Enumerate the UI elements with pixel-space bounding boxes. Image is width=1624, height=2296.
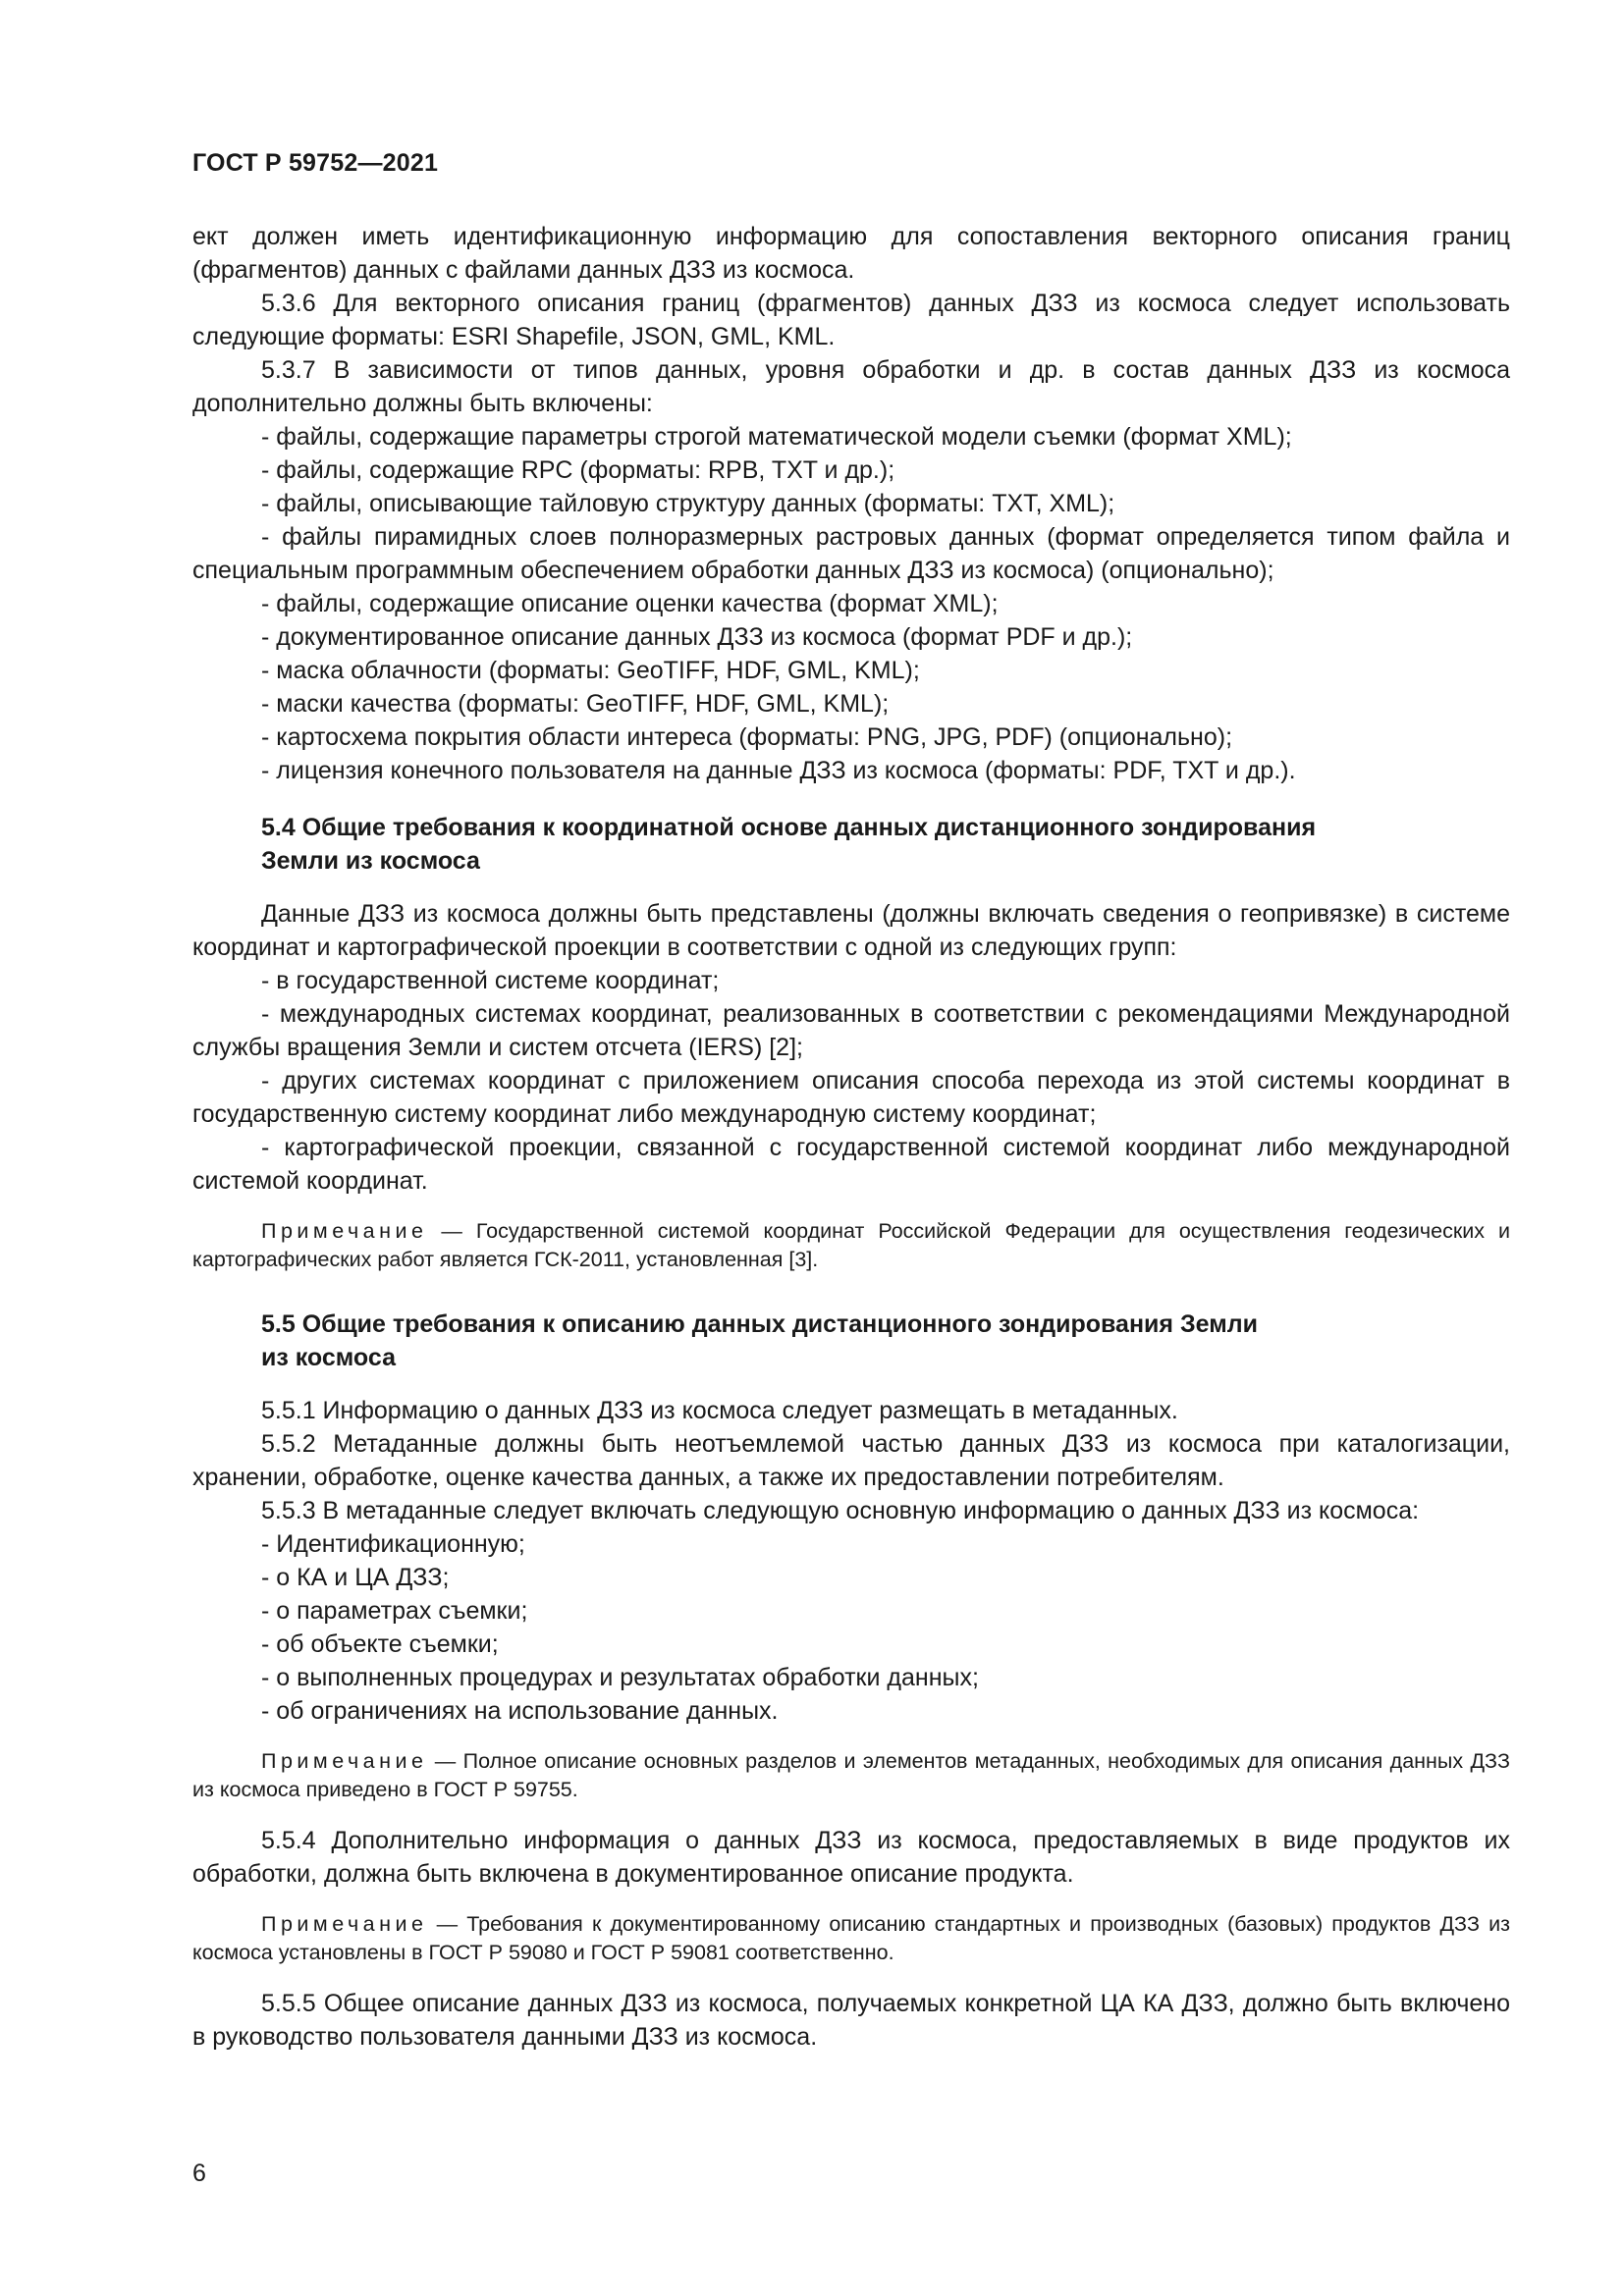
heading-line: 5.5 Общие требования к описанию данных дистанционного зондирования Земли <box>261 1310 1258 1338</box>
list-5-4 <box>192 964 1510 1198</box>
list-5-3-7 <box>192 420 1510 787</box>
note-5-4 <box>192 1217 1510 1274</box>
paragraph-continuation: ект должен иметь идентификационную информацию для сопоставления векторного описания границ (фрагментов) данных с файлами данных ДЗЗ из космоса. <box>192 223 1510 284</box>
note-label: Примечание <box>261 1912 428 1936</box>
paragraph-5-4: Данные ДЗЗ из космоса должны быть представлены (должны включать сведения о геопривязке) в системе координат и картографической проекции в соответствии с одной из следующих групп: <box>192 900 1510 961</box>
page-number: 6 <box>192 2160 206 2187</box>
note-text: — Государственной системой координат Российской Федерации для осуществления геодезических и картографических работ является ГСК-2011, установленная [3]. <box>192 1219 1510 1271</box>
heading-line: Земли из космоса <box>261 847 480 875</box>
note-5-5-3 <box>192 1747 1510 1804</box>
list-item: - картографической проекции, связанной с государственной системой координат либо международной системой координат. <box>192 1134 1510 1195</box>
list-item: - маска облачности (форматы: GeoTIFF, HDF, GML, KML); <box>261 657 920 684</box>
note-5-5-4 <box>192 1910 1510 1967</box>
list-item: - об объекте съемки; <box>261 1630 499 1658</box>
list-item: - Идентификационную; <box>261 1530 525 1558</box>
list-item: - файлы, содержащие описание оценки качества (формат XML); <box>261 590 999 617</box>
list-item: - лицензия конечного пользователя на данные ДЗЗ из космоса (форматы: PDF, TXT и др.). <box>261 757 1296 784</box>
note-label: Примечание <box>261 1749 428 1773</box>
heading-line: из космоса <box>261 1344 396 1371</box>
section-heading-5-5 <box>261 1308 1510 1374</box>
paragraph-5-5-4: 5.5.4 Дополнительно информация о данных ДЗЗ из космоса, предоставляемых в виде продуктов их обработки, должна быть включена в документированное описание продукта. <box>192 1827 1510 1888</box>
paragraph-5-5-5: 5.5.5 Общее описание данных ДЗЗ из космоса, получаемых конкретной ЦА КА ДЗЗ, должно быть включено в руководство пользователя данными ДЗЗ из космоса. <box>192 1990 1510 2051</box>
document-body <box>192 220 1510 2054</box>
list-item: - о параметрах съемки; <box>261 1597 528 1625</box>
list-item: - маски качества (форматы: GeoTIFF, HDF, GML, KML); <box>261 690 890 718</box>
document-header: ГОСТ Р 59752—2021 <box>192 149 439 177</box>
heading-line: 5.4 Общие требования к координатной основе данных дистанционного зондирования <box>261 814 1317 841</box>
list-item: - о выполненных процедурах и результатах обработки данных; <box>261 1664 979 1691</box>
paragraph-5-3-7: 5.3.7 В зависимости от типов данных, уровня обработки и др. в состав данных ДЗЗ из космоса дополнительно должны быть включены: <box>192 356 1510 417</box>
section-heading-5-4 <box>261 811 1510 878</box>
list-item: - файлы, содержащие RPC (форматы: RPB, TXT и др.); <box>261 456 895 484</box>
list-item: - файлы, содержащие параметры строгой математической модели съемки (формат XML); <box>261 423 1292 451</box>
list-item: - картосхема покрытия области интереса (форматы: PNG, JPG, PDF) (опционально); <box>261 723 1233 751</box>
note-text: — Требования к документированному описанию стандартных и производных (базовых) продуктов ДЗЗ из космоса установлены в ГОСТ Р 59080 и ГОСТ Р 59081 соответственно. <box>192 1912 1510 1964</box>
list-item: - файлы пирамидных слоев полноразмерных растровых данных (формат определяется типом файла и специальным программным обеспечением обработки данных ДЗЗ из космоса) (опционально); <box>192 523 1510 584</box>
list-item: - международных системах координат, реализованных в соответствии с рекомендациями Международной службы вращения Земли и систем отсчета (IERS) [2]; <box>192 1000 1510 1061</box>
list-5-5-3 <box>192 1527 1510 1728</box>
note-label: Примечание <box>261 1219 428 1243</box>
paragraph-5-5-1: 5.5.1 Информацию о данных ДЗЗ из космоса следует размещать в метаданных. <box>261 1397 1178 1424</box>
list-item: - в государственной системе координат; <box>261 967 720 994</box>
list-item: - документированное описание данных ДЗЗ из космоса (формат PDF и др.); <box>261 623 1133 651</box>
paragraph-5-5-3: 5.5.3 В метаданные следует включать следующую основную информацию о данных ДЗЗ из космоса: <box>261 1497 1420 1524</box>
list-item: - о КА и ЦА ДЗЗ; <box>261 1564 450 1591</box>
list-item: - об ограничениях на использование данных. <box>261 1697 779 1725</box>
paragraph-5-5-2: 5.5.2 Метаданные должны быть неотъемлемой частью данных ДЗЗ из космоса при каталогизации, хранении, обработке, оценке качества данных, а также их предоставлении потребителям. <box>192 1430 1510 1491</box>
paragraph-5-3-6: 5.3.6 Для векторного описания границ (фрагментов) данных ДЗЗ из космоса следует использовать следующие форматы: ESRI Shapefile, JSON, GML, KML. <box>192 290 1510 350</box>
list-item: - других системах координат с приложением описания способа перехода из этой системы координат в государственную систему координат либо международную систему координат; <box>192 1067 1510 1128</box>
note-text: — Полное описание основных разделов и элементов метаданных, необходимых для описания данных ДЗЗ из космоса приведено в ГОСТ Р 59755. <box>192 1749 1510 1801</box>
list-item: - файлы, описывающие тайловую структуру данных (форматы: TXT, XML); <box>261 490 1115 517</box>
